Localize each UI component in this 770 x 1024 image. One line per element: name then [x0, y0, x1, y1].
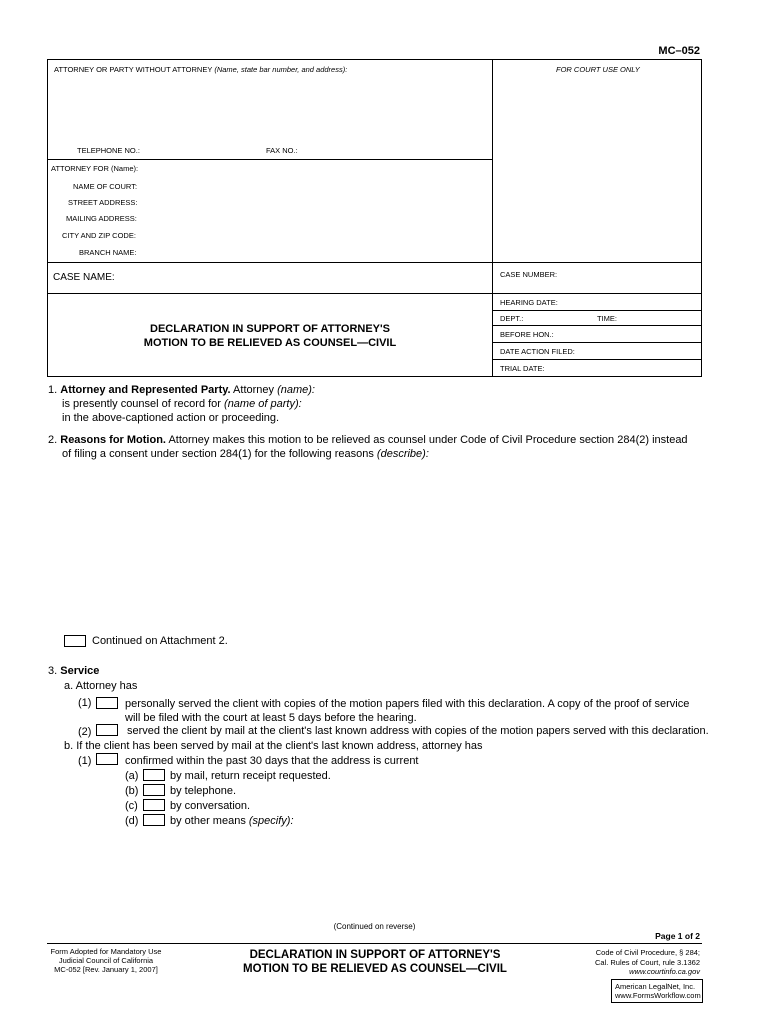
bc-text: by conversation.	[170, 800, 251, 812]
section-3b-label: b. If the client has been served by mail at the client's last known address, attorney has	[64, 740, 483, 752]
personally-served-checkbox[interactable]	[96, 697, 118, 709]
form-title: DECLARATION IN SUPPORT OF ATTORNEY'S MOTION TO BE RELIEVED AS COUNSEL—CIVIL	[143, 323, 397, 349]
form-id: MC–052	[658, 45, 700, 57]
a1-num: (1)	[78, 697, 92, 709]
hearing-date-label: HEARING DATE:	[500, 298, 558, 307]
code-citations: Code of Civil Procedure, § 284; Cal. Rules of Court, rule 3.1362 www.courtinfo.ca.gov	[594, 948, 700, 976]
attorney-for-label: ATTORNEY FOR (Name):	[51, 164, 139, 173]
bd-text: by other means (specify):	[170, 815, 294, 827]
ba-num: (a)	[125, 770, 139, 782]
telephone-label: TELEPHONE NO.:	[77, 146, 140, 155]
by-telephone-checkbox[interactable]	[143, 784, 165, 796]
name-of-court-label: NAME OF COURT:	[73, 182, 138, 191]
case-number-label: CASE NUMBER:	[500, 270, 558, 279]
form-adopted: Form Adopted for Mandatory Use Judicial Council of California MC-052 [Rev. January 1, 2007]	[50, 947, 162, 974]
by-conversation-checkbox[interactable]	[143, 799, 165, 811]
served-by-mail-checkbox[interactable]	[96, 724, 118, 736]
fax-label: FAX NO.:	[266, 146, 298, 155]
time-label: TIME:	[597, 314, 617, 323]
branch-name-label: BRANCH NAME:	[79, 248, 137, 257]
street-address-label: STREET ADDRESS:	[68, 198, 138, 207]
date-action-filed-label: DATE ACTION FILED:	[500, 347, 575, 356]
section-2: 2. Reasons for Motion. Attorney makes this motion to be relieved as counsel under Code of Civil Procedure section 284(2) instead of filing a consent under section 284(1) for the following reasons (describe):	[48, 434, 688, 460]
bd-num: (d)	[125, 815, 139, 827]
case-name-label: CASE NAME:	[53, 272, 115, 283]
by-other-means-checkbox[interactable]	[143, 814, 165, 826]
bb-num: (b)	[125, 785, 139, 797]
a1-text: personally served the client with copies of the motion papers filed with this declaration. A copy of the proof of service will be filed with the court at least 5 days before the hearing.	[125, 698, 690, 724]
confirmed-address-checkbox[interactable]	[96, 753, 118, 765]
dept-label: DEPT.:	[500, 314, 524, 323]
before-hon-label: BEFORE HON.:	[500, 330, 554, 339]
mailing-address-label: MAILING ADDRESS:	[66, 214, 137, 223]
bb-text: by telephone.	[170, 785, 237, 797]
b1-num: (1)	[78, 755, 92, 767]
bc-num: (c)	[125, 800, 138, 812]
section-3a-label: a. Attorney has	[64, 680, 138, 692]
page-number: Page 1 of 2	[655, 931, 700, 941]
court-use-label: FOR COURT USE ONLY	[556, 65, 640, 74]
continued-attachment-2-checkbox[interactable]	[64, 635, 86, 647]
ba-text: by mail, return receipt requested.	[170, 770, 331, 782]
a2-num: (2)	[78, 726, 92, 738]
attorney-label: ATTORNEY OR PARTY WITHOUT ATTORNEY (Name, state bar number, and address):	[54, 65, 348, 74]
section-1: 1. Attorney and Represented Party. Attorney (name): is presently counsel of record for (name of party): in the above-captioned action or proceeding.	[48, 384, 315, 424]
continued-attachment-2-label: Continued on Attachment 2.	[92, 635, 228, 647]
continued-on-reverse: (Continued on reverse)	[333, 922, 416, 931]
legalnet-stamp: American LegalNet, Inc. www.FormsWorkflow.com	[611, 979, 703, 1003]
trial-date-label: TRIAL DATE:	[500, 364, 545, 373]
city-zip-label: CITY AND ZIP CODE:	[62, 231, 136, 240]
footer-title: DECLARATION IN SUPPORT OF ATTORNEY'S MOTION TO BE RELIEVED AS COUNSEL—CIVIL	[243, 949, 507, 975]
a2-text: served the client by mail at the client's last known address with copies of the motion papers served with this declaration.	[127, 725, 709, 737]
section-3-heading: 3. Service	[48, 665, 100, 677]
b1-text: confirmed within the past 30 days that the address is current	[125, 755, 419, 767]
by-mail-checkbox[interactable]	[143, 769, 165, 781]
